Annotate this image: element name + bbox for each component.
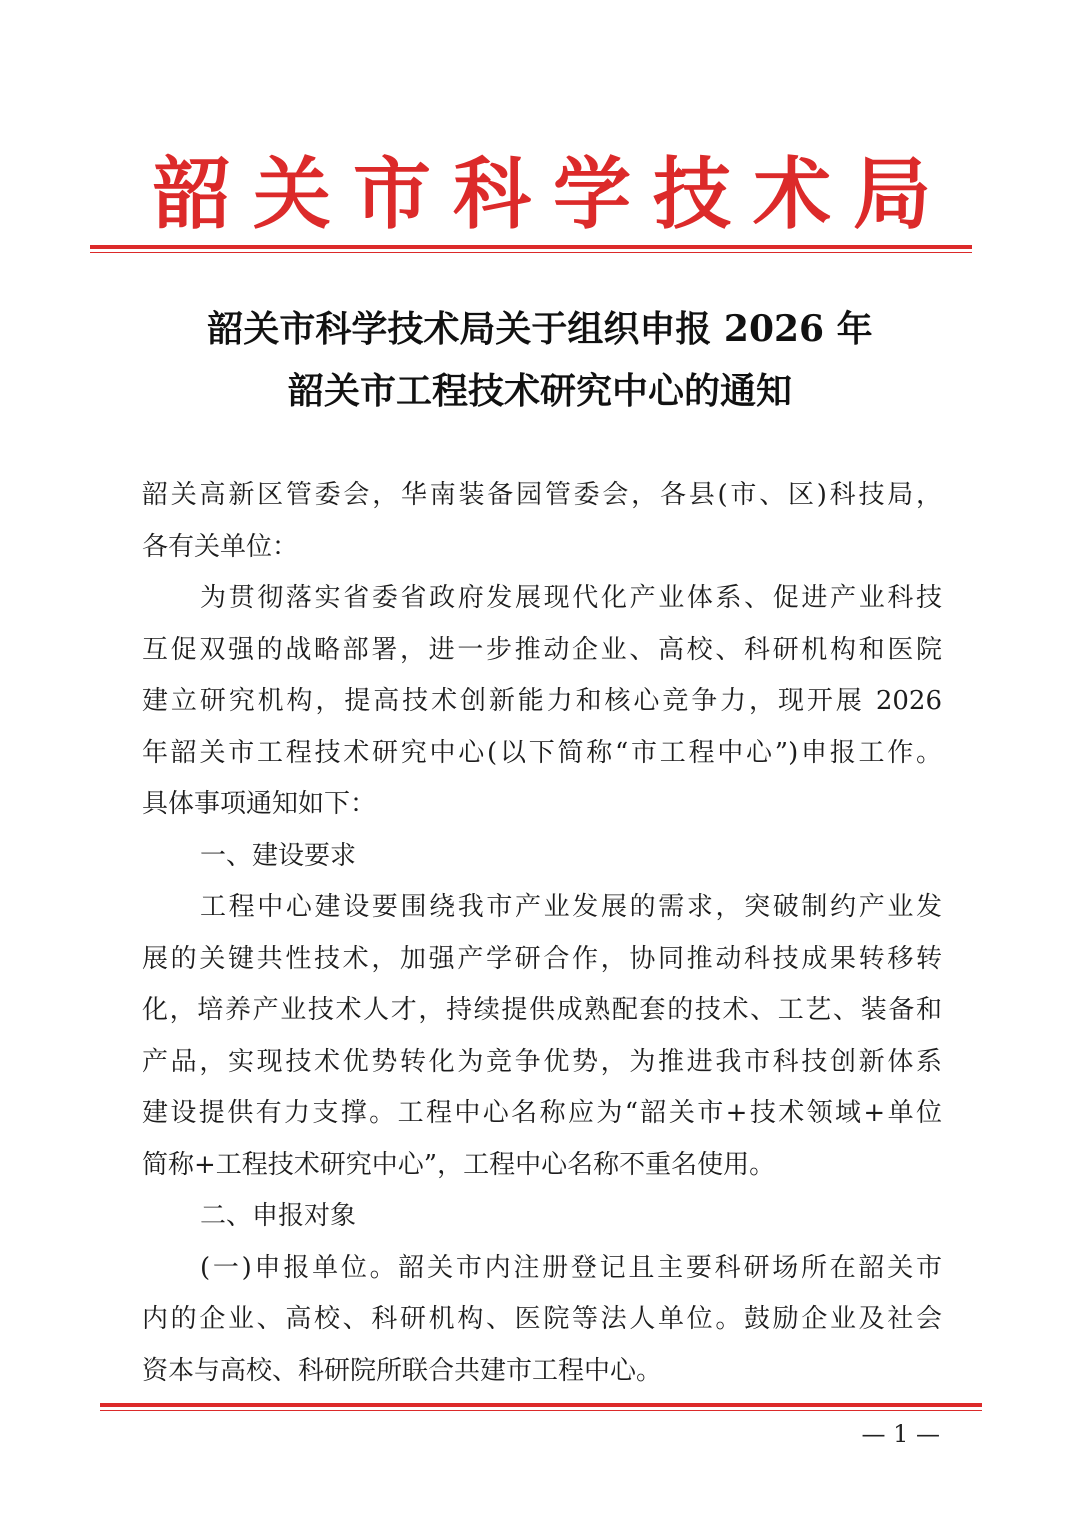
section1-line: 展的关键共性技术，加强产学研合作，协同推动科技成果转移转 xyxy=(142,943,942,974)
footer-rule-thick xyxy=(100,1403,982,1407)
section2-line: (一)申报单位。韶关市内注册登记且主要科研场所在韶关市 xyxy=(200,1252,942,1283)
section1-line: 建设提供有力支撑。工程中心名称应为“韶关市+技术领域+单位 xyxy=(142,1098,942,1128)
document-title-line: 韶关市工程技术研究中心的通知 xyxy=(287,370,792,412)
recipients-line: 各有关单位： xyxy=(142,531,299,562)
section-heading: 二、申报对象 xyxy=(200,1201,357,1231)
intro-line: 互促双强的战略部署，进一步推动企业、高校、科研机构和医院 xyxy=(142,634,942,665)
document-title-line: 韶关市科学技术局关于组织申报 2026 年 xyxy=(207,308,873,350)
section1-line: 工程中心建设要围绕我市产业发展的需求，突破制约产业发 xyxy=(200,892,942,922)
intro-line: 年韶关市工程技术研究中心(以下简称“市工程中心”)申报工作。 xyxy=(142,737,942,768)
intro-line: 建立研究机构，提高技术创新能力和核心竞争力，现开展 2026 xyxy=(142,686,942,716)
section1-line: 化，培养产业技术人才，持续提供成熟配套的技术、工艺、装备和 xyxy=(142,995,942,1025)
intro-line: 为贯彻落实省委省政府发展现代化产业体系、促进产业科技 xyxy=(200,583,942,613)
header-rule-thick xyxy=(90,245,972,249)
footer-rule-thin xyxy=(100,1410,982,1411)
page-number: — 1 — xyxy=(861,1420,940,1448)
recipients-line: 韶关高新区管委会，华南装备园管委会，各县(市、区)科技局， xyxy=(142,480,942,510)
section1-line: 产品，实现技术优势转化为竞争优势，为推进我市科技创新体系 xyxy=(142,1046,942,1077)
document-body xyxy=(142,470,942,1397)
intro-line: 具体事项通知如下： xyxy=(142,789,377,819)
document-title xyxy=(100,298,980,422)
agency-masthead: 韶关市科学技术局 xyxy=(152,150,953,240)
section2-line: 内的企业、高校、科研机构、医院等法人单位。鼓励企业及社会 xyxy=(142,1304,942,1334)
section2-line: 资本与高校、科研院所联合共建市工程中心。 xyxy=(142,1355,663,1386)
section1-line: 简称+工程技术研究中心”，工程中心名称不重名使用。 xyxy=(142,1149,776,1180)
header-rule-thin xyxy=(90,252,972,253)
section-heading: 一、建设要求 xyxy=(200,840,357,871)
